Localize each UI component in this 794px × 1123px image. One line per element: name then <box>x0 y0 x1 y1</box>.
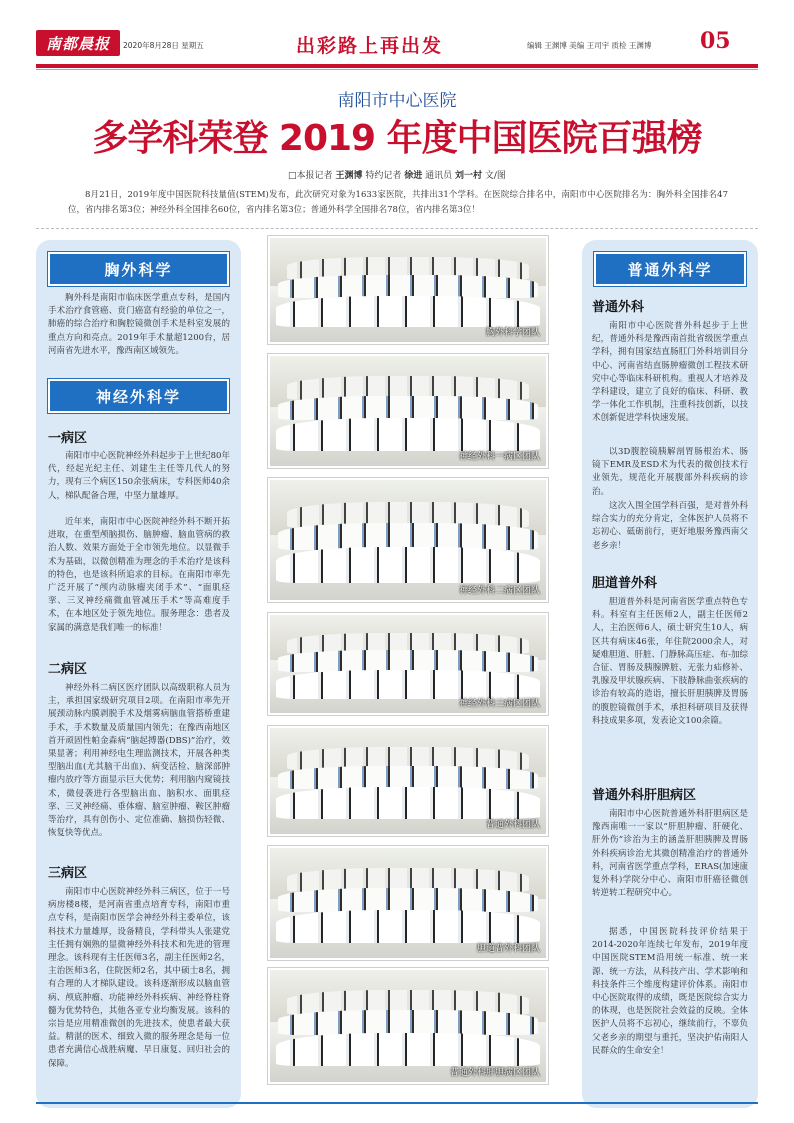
ward1-title: 一病区 <box>48 431 88 446</box>
bottom-rule <box>36 1102 758 1104</box>
team-photo-neuro-1 <box>268 354 548 468</box>
ward3-title: 三病区 <box>48 866 88 881</box>
team-photo-general <box>268 726 548 836</box>
banner-general-surgery: 普通外科学 <box>594 252 746 286</box>
right-column <box>582 240 758 1108</box>
byline-prefix: □本报记者 <box>288 171 333 181</box>
general-surgery-para2: 以3D腹腔镜胰解剖胃肠根治术、肠镜下EMR及ESD术为代表的微创技术行业领先，规范化开展腹部外科疾病的诊治。 <box>592 447 748 497</box>
photo-caption: 胆道普外科团队 <box>476 944 540 954</box>
hepatobiliary-title: 普通外科肝胆病区 <box>592 788 697 803</box>
photo-caption: 胸外科学团队 <box>485 328 540 338</box>
masthead-rule-gold <box>36 69 758 70</box>
photo-caption: 普通外科肝胆病区团队 <box>449 1068 540 1078</box>
byline-reporter: 王渊博 <box>335 171 363 181</box>
ward2-para1: 神经外科二病区医疗团队以高级职称人员为主，承担国家级研究项目2项。在南阳市率先开展颈动脉内膜剥脱手术及烟雾病脑血管搭桥重建手术，手术数量及质量国内领先；在豫西南地区首开顽固性帕金森病“脑起搏器(DBS)”治疗，效果显著；利用神经电生理监测技术，开展各种类型脑出血(尤其脑干出血)、病变活检、脑深部肿瘤内放疗等方面显示巨大优势；利用脑内窥镜技术，微侵袭进行各型脑出血、脑积水、面肌痉挛、三叉神经痛、垂体瘤、脑室肿瘤、鞍区肿瘤等治疗，具有创伤小、定位准确、脑损伤轻微、恢复快等优点。 <box>48 683 230 839</box>
thoracic-text: 胸外科是南阳市临床医学重点专科，是国内手术治疗食管癌、贲门癌富有经验的单位之一，肺癌的综合治疗和胸腔镜微创手术是科室发展的重点方向和亮点。2019年手术量超1200台，居河南省先进水平，豫西南区域领先。 <box>48 293 230 356</box>
masthead <box>0 26 794 70</box>
photo-caption: 神经外科二病区团队 <box>458 586 540 596</box>
left-column <box>36 240 241 1108</box>
byline-suffix: 文/图 <box>484 171 506 181</box>
team-photo-biliary <box>268 846 548 960</box>
newspaper-logo <box>36 30 120 56</box>
byline-special-label: 特约记者 <box>365 171 402 181</box>
lead-divider <box>36 228 758 229</box>
team-photo-thoracic <box>268 236 548 344</box>
ward1-para2: 近年来，南阳市中心医院神经外科不断开拓进取，在重型颅脑损伤、脑肿瘤、脑血管病的救治人数、效果方面处于全市领先地位。以显微手术为基础，以微创精准为理念的手术治疗是该科的特色，也是该科所追求的目标。在南阳市率先广泛开展了“颅内动脉瘤夹闭手术”、“面肌痉挛、三叉神经痛微血管减压手术”等高难度手术，在本地区处于领先地位。服务理念：患者及家属的满意是我们唯一的标准！ <box>48 517 230 633</box>
general-surgery-title: 普通外科 <box>592 300 645 315</box>
issue-date: 2020年8月28日 星期五 <box>123 41 204 50</box>
team-photo-neuro-3 <box>268 613 548 715</box>
hepatobiliary-para1: 南阳市中心医院普通外科肝胆病区是豫西南唯一一家以“肝胆肿瘤、肝硬化、肝外伤”诊治为主的涵盖肝胆胰脾及胃肠外科疾病诊治尤其微创精准治疗的普通外科，河南省医学重点学科，ERAS(加速康复外科)学院分中心、南阳市肝癌径微创转逆转工程研究中心。 <box>592 809 748 899</box>
article-headline: 多学科荣登 2019 年度中国医院百强榜 <box>92 118 702 159</box>
byline-special: 徐进 <box>404 171 423 181</box>
banner-thoracic: 胸外科学 <box>48 252 229 286</box>
banner-neuro: 神经外科学 <box>48 379 229 413</box>
team-photo-neuro-2 <box>268 478 548 602</box>
article-lead: 8月21日，2019年度中国医院科技量值(STEM)发布，此次研究对象为1633家医院，共排出31个学科。在医院综合排名中，南阳市中心医院排名为：胸外科全国排名47位，省内排名第3位；神经外科全国排名60位，省内排名第3位；普通外科学全国排名78位，省内排名第3位！ <box>68 190 728 215</box>
biliary-title: 胆道普外科 <box>592 576 658 591</box>
byline <box>0 168 794 181</box>
hepatobiliary-para2: 据悉，中国医院科技评价结果于2014-2020年连续七年发布，2019年度中国医院STEM沿用统一标准、统一来源、统一方法，从科技产出、学术影响和科技条件三个维度构建评价体系。南阳市中心医院取得的成绩，既是医院综合实力的体现，也是医院社会效益的反映。全体医护人员将不忘初心，继续前行，不辜负父老乡亲的期望与重托，坚决护佑南阳人民群众的生命安全！ <box>592 927 748 1056</box>
article-kicker: 南阳市中心医院 <box>337 91 457 111</box>
team-photo-hepatobiliary <box>268 968 548 1084</box>
section-title: 出彩路上再出发 <box>296 35 444 57</box>
ward1-para1: 南阳市中心医院神经外科起步于上世纪80年代，经起光纪主任、刘建生主任等几代人的努力，现有三个病区150余张病床，专科医师40余人，梯队配备合理，中坚力量雄厚。 <box>48 451 230 501</box>
photo-caption: 神经外科三病区团队 <box>458 699 540 709</box>
general-surgery-para1: 南阳市中心医院普外科起步于上世纪，普通外科是豫西南首批省级医学重点学科，拥有国家结直肠肛门外科培训目分中心、河南省结直肠肿瘤微创工程技术研究中心等临床科研机构。重视人才培养及学科建设，建立了良好的临床、科研、教学一体化工作机制，注重科技创新，以技术创新促进学科快速发展。 <box>592 321 748 424</box>
ward2-title: 二病区 <box>48 662 88 677</box>
editor-credits: 编辑 王渊博 美编 王司宇 质检 王渊博 <box>527 41 652 50</box>
logo-text: 南都晨报 <box>45 34 110 53</box>
photo-caption: 普通外科团队 <box>485 820 540 830</box>
biliary-para1: 胆道普外科是河南省医学重点特色专科。科室有主任医师2人，副主任医师2人，主治医师6人，硕士研究生10人，病区共有病床46张，年住院2000余人，对疑难胆道、肝脏、门静脉高压症、布-加综合征、胃肠及胰腺脾脏、无张力疝修补、乳腺及甲状腺疾病、下肢静脉曲张疾病的诊治有较高的造诣，擅长肝胆胰脾及胃肠的腹腔镜微创手术，承担科研项目及获得科技成果多项，发表论文100余篇。 <box>592 597 748 726</box>
general-surgery-para3: 这次入围全国学科百强，是对普外科综合实力的充分肯定，全体医护人员将不忘初心、砥砺前行，更好地服务豫西南父老乡亲！ <box>592 501 748 551</box>
masthead-rule <box>36 64 758 68</box>
page-number: 05 <box>700 28 731 54</box>
photo-caption: 神经外科一病区团队 <box>458 452 540 462</box>
ward3-para1: 南阳市中心医院神经外科三病区，位于一号病房楼8楼，是河南省重点培育专科，南阳市重点专科，是南阳市医学会神经外科主委单位，该科技术力量雄厚，设备精良，学科带头人张建党主任拥有娴熟的显微神经外科技术和先进的管理理念。该科现有主任医师3名，副主任医师2名，主治医师3名，住院医师2名，其中硕士8名，拥有合理的人才梯队建设。该科逐渐形成以脑血管病、颅底肿瘤、功能神经外科疾病、神经脊柱脊髓为优势特色，其他各亚专业均衡发展。该科的宗旨是应用精准微创的先进技术，使患者最大获益。精湛的医术、细致入微的服务理念是每一位患者充满信心战胜病魔、早日康复、回归社会的保障。 <box>48 887 230 1069</box>
byline-corr-label: 通讯员 <box>425 171 453 181</box>
byline-corr: 刘一村 <box>455 171 483 181</box>
